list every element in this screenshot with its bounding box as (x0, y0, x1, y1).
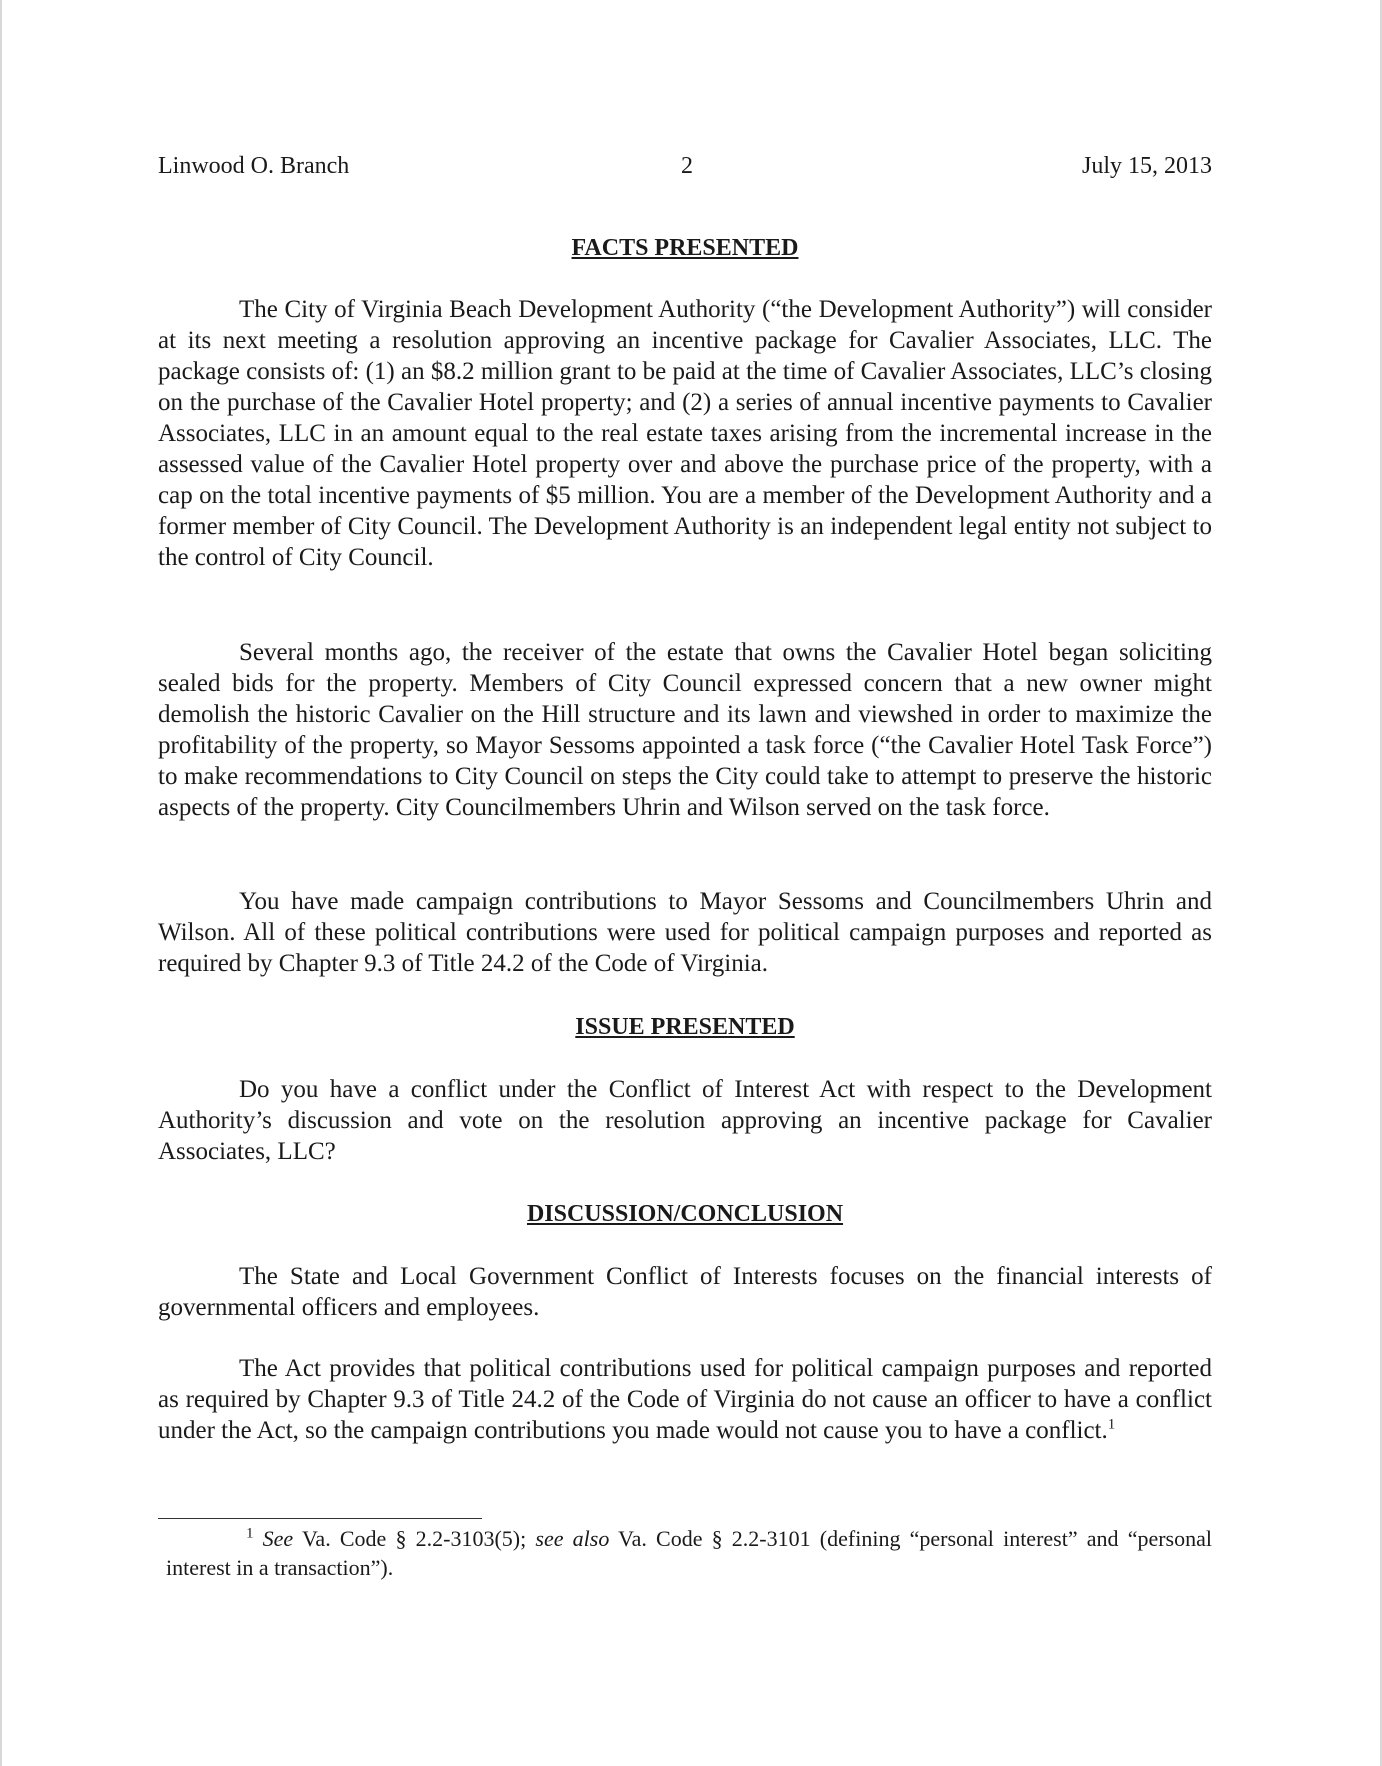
facts-paragraph-3: You have made campaign contributions to Mayor Sessoms and Councilmembers Uhrin and Wilson. All of these political contributions were used for political campaign purposes and reported as required by Chapter 9.3 of Title 24.2 of the Code of Virginia. (158, 888, 1212, 977)
page-left-edge (0, 0, 2, 1766)
footnote-marker: 1 (246, 1525, 254, 1542)
footnote-see: See (262, 1526, 294, 1551)
facts-paragraph-1: The City of Virginia Beach Development Authority (“the Development Authority”) will consider at its next meeting a resolution approving an incentive package for Cavalier Associates, LLC. The package consists of: (1) an $8.2 million grant to be paid at the time of Cavalier Associates, LLC’s closing on the purchase of the Cavalier Hotel property; and (2) a series of annual incentive payments to Cavalier Associates, LLC in an amount equal to the real estate taxes arising from the incremental increase in the assessed value of the Cavalier Hotel property over and above the purchase price of the property, with a cap on the total incentive payments of $5 million. You are a member of the Development Authority and a former member of City Council. The Development Authority is an independent legal entity not subject to the control of City Council. (158, 296, 1212, 571)
page-header (158, 150, 1212, 182)
facts-paragraph-2: Several months ago, the receiver of the estate that owns the Cavalier Hotel began soliciting sealed bids for the property. Members of City Council expressed concern that a new owner might demolish the historic Cavalier on the Hill structure and its lawn and viewshed in order to maximize the profitability of the property, so Mayor Sessoms appointed a task force (“the Cavalier Hotel Task Force”) to make recommendations to City Council on steps the City could take to attempt to preserve the historic aspects of the property. City Councilmembers Uhrin and Wilson served on the task force. (158, 639, 1212, 821)
header-page-number: 2 (681, 153, 693, 179)
footnote-divider (158, 1518, 482, 1519)
discussion-paragraph-2 (158, 1353, 1212, 1446)
footnote-see-also: see also (535, 1526, 610, 1551)
discussion-paragraph-1: The State and Local Government Conflict of Interests focuses on the financial interests of governmental officers and employees. (158, 1263, 1212, 1321)
header-author: Linwood O. Branch (158, 153, 350, 179)
footnote (166, 1524, 1212, 1582)
issue-heading: ISSUE PRESENTED (575, 1014, 795, 1040)
issue-paragraph: Do you have a conflict under the Conflict of Interest Act with respect to the Development Authority’s discussion and vote on the resolution approving an incentive package for Cavalier Associates, LLC? (158, 1076, 1212, 1165)
discussion-heading: DISCUSSION/CONCLUSION (526, 1201, 844, 1227)
header-date: July 15, 2013 (1081, 153, 1212, 179)
footnote-reference[interactable]: 1 (1107, 1416, 1116, 1433)
footnote-citation-1: Va. Code § 2.2-3103(5); (293, 1526, 536, 1551)
footnote-citation-2: Va. Code § 2.2-3101 (defining “personal interest” and “personal interest in a transaction”). (166, 1526, 1212, 1580)
discussion-paragraph-2-text: The Act provides that political contributions used for political campaign purposes and reported as required by Chapter 9.3 of Title 24.2 of the Code of Virginia do not cause an officer to have a conflict under the Act, so the campaign contributions you made would not cause you to have a conflict. (158, 1355, 1212, 1444)
facts-heading: FACTS PRESENTED (571, 235, 799, 261)
